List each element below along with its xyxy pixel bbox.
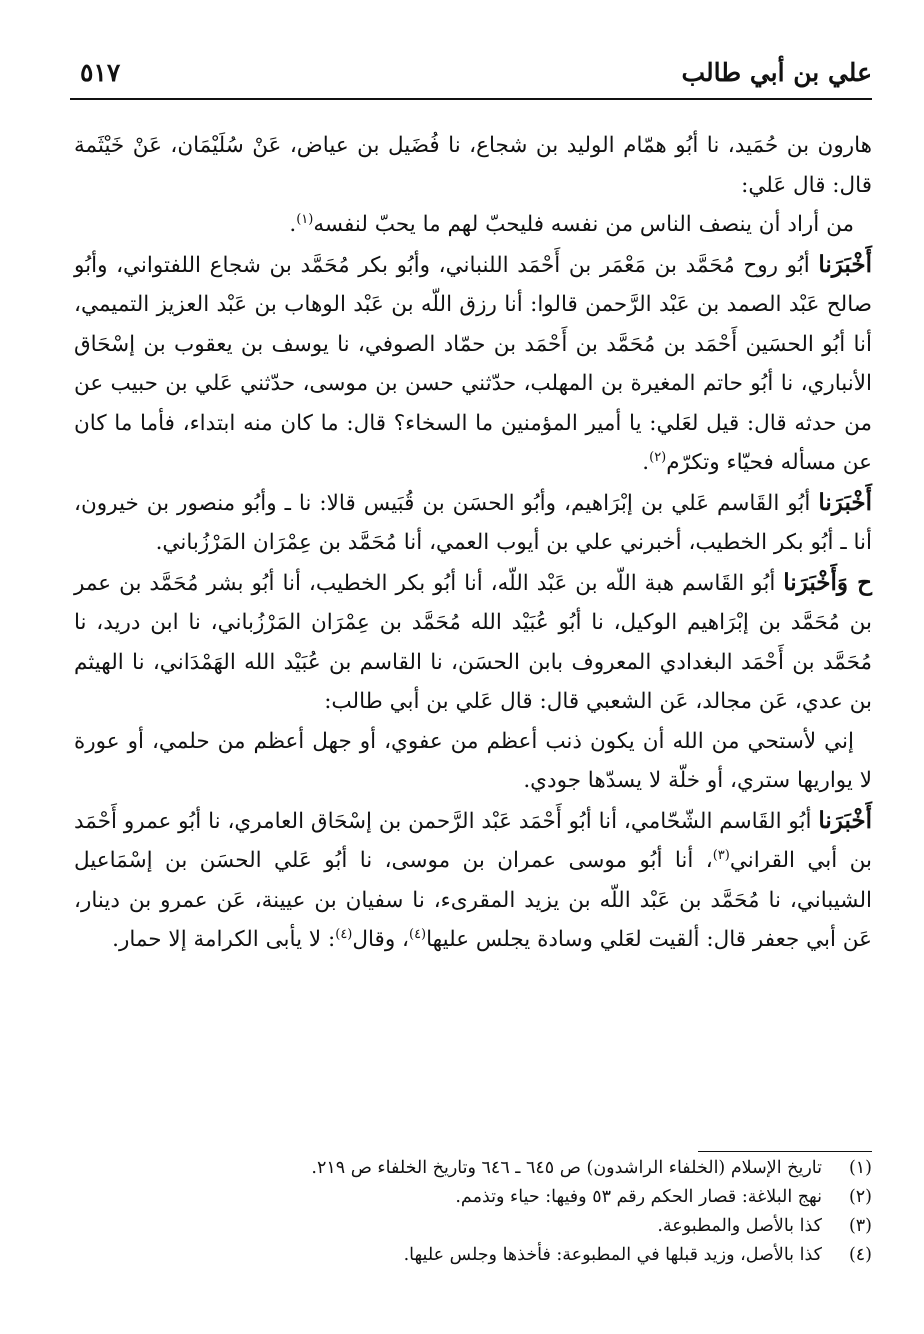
footnote-text: تاريخ الإسلام (الخلفاء الراشدون) ص ٦٤٥ ـ ٦٤٦ وتاريخ الخلفاء ص ٢١٩. bbox=[311, 1158, 822, 1178]
paragraph-2-quote bbox=[74, 205, 872, 245]
running-title: علي بن أبي طالب bbox=[681, 58, 872, 87]
footnote-marker: (٢) bbox=[649, 449, 667, 465]
paragraph-text: من أراد أن ينصف الناس من نفسه فليحبّ لهم ما يحبّ لنفسه bbox=[313, 212, 854, 237]
paragraph-text: ، أنا أبُو موسى عمران بن موسى، نا أبُو عَلي الحسَن بن إسْمَاعيل الشيباني، نا مُحَمَّد بن عَبْد اللّه بن يزيد المقرىء، نا سفيان بن عيينة، عَن عمرو بن دينار، عَن أبي جعفر قال: ألقيت لعَلي وسادة يجلس عليها bbox=[74, 848, 872, 952]
akhbarana-keyword: أَخْبَرَنا bbox=[818, 488, 872, 516]
paragraph-text: أبُو القَاسم عَلي بن إبْرَاهيم، وأبُو الحسَن بن قُبَيس قالا: نا ـ وأبُو منصور بن خيرون، أنا ـ أبُو بكر الخطيب، أخبرني علي بن أيوب العمي، أنا مُحَمَّد بن عِمْرَان المَرْزُباني. bbox=[74, 490, 872, 555]
footnote-3 bbox=[74, 1212, 872, 1241]
footnote-text: كذا بالأصل، وزيد قبلها في المطبوعة: فأخذها وجلس عليها. bbox=[403, 1245, 822, 1265]
footnote-marker: (٣) bbox=[712, 847, 730, 863]
akhbarana-keyword: أَخْبَرَنا bbox=[818, 806, 872, 834]
main-text bbox=[74, 126, 872, 1086]
page-number: ٥١٧ bbox=[80, 58, 121, 87]
paragraph-text: إني لأستحي من الله أن يكون ذنب أعظم من عفوي، أو جهل أعظم من حلمي، أو عورة لا يواريها ستري، أو خلّة لا يسدّها جودي. bbox=[74, 728, 872, 793]
footnote-rule bbox=[698, 1151, 872, 1152]
paragraph-3 bbox=[74, 245, 872, 483]
paragraph-text: أبُو القَاسم الشّحّامي، أنا أبُو أَحْمَد عَبْد الرَّحمن بن إسْحَاق العامري، نا أبُو عمرو أَحْمَد بن أبي القراني bbox=[74, 808, 872, 873]
footnote-marker: (٤) bbox=[408, 926, 427, 942]
footnote-number: (١) bbox=[848, 1158, 872, 1178]
footnote-2 bbox=[74, 1183, 872, 1212]
footnote-number: (٤) bbox=[848, 1245, 872, 1265]
footnote-text: كذا بالأصل والمطبوعة. bbox=[657, 1216, 822, 1236]
page-header bbox=[70, 56, 872, 100]
paragraph-4 bbox=[74, 483, 872, 563]
footnote-marker: (٤) bbox=[335, 926, 353, 942]
paragraph-5 bbox=[74, 563, 872, 722]
paragraph-text: هارون بن حُمَيد، نا أبُو همّام الوليد بن شجاع، نا فُضَيل بن عياض، عَنْ سُلَيْمَان، عَنْ خَيْثَمة قال: قال عَلي: bbox=[74, 133, 872, 198]
paragraph-1 bbox=[74, 126, 872, 205]
paragraph-tail: : لا يأبى الكرامة إلا حمار. bbox=[112, 927, 336, 952]
footnote-4 bbox=[74, 1241, 872, 1270]
paragraph-tail: . bbox=[289, 212, 297, 237]
footnote-number: (٣) bbox=[848, 1216, 872, 1236]
footnote-marker: (١) bbox=[296, 211, 314, 227]
footnote-number: (٢) bbox=[848, 1187, 872, 1207]
footnote-1 bbox=[74, 1154, 872, 1183]
akhbarana-keyword: أَخْبَرَنا bbox=[818, 250, 872, 278]
paragraph-text: أبُو روح مُحَمَّد بن مَعْمَر بن أَحْمَد اللنباني، وأبُو بكر مُحَمَّد بن شجاع اللفتواني، وأبُو صالح عَبْد الصمد بن عَبْد الرَّحمن قالوا: أنا رزق اللّه بن عَبْد الوهاب بن عَبْد العزيز التميمي، أنا أبُو الحسَين أَحْمَد بن مُحَمَّد بن أَحْمَد بن حمّاد الصوفي، نا يوسف بن يعقوب بن إسْحَاق الأنباري، نا أبُو حاتم المغيرة بن المهلب، حدّثني حسن بن موسى، حدّثني عَلي بن حبيب عن من حدثه قال: قيل لعَلي: يا أمير المؤمنين ما السخاء؟ قال: ما كان منه ابتداء، فأما ما كان عن مسأله فحيّاء وتكرّم bbox=[74, 252, 872, 475]
paragraph-tail: . bbox=[642, 450, 650, 475]
paragraph-text: أبُو القَاسم هبة اللّه بن عَبْد اللّه، أنا أبُو بكر الخطيب، أنا أبُو بشر مُحَمَّد بن عمر بن مُحَمَّد بن إبْرَاهيم الوكيل، نا أبُو عُبَيْد الله مُحَمَّد بن عِمْرَان المَرْزُباني، نا ابن دريد، نا مُحَمَّد بن أَحْمَد البغدادي المعروف بابن الحسَن، نا القاسم بن عُبَيْد الله الهَمْدَاني، نا الهيثم بن عدي، عَن مجالد، عَن الشعبي قال: قال عَلي بن أبي طالب: bbox=[74, 570, 872, 714]
paragraph-text: ، وقال bbox=[352, 927, 409, 952]
akhbarana-keyword: ح وَأَخْبَرَنا bbox=[783, 568, 872, 596]
footnote-text: نهج البلاغة: قصار الحكم رقم ٥٣ وفيها: حياء وتذمم. bbox=[455, 1187, 822, 1207]
footnotes bbox=[74, 1154, 872, 1270]
paragraph-6-quote bbox=[74, 722, 872, 801]
header-rule bbox=[70, 98, 872, 100]
paragraph-7 bbox=[74, 801, 872, 960]
